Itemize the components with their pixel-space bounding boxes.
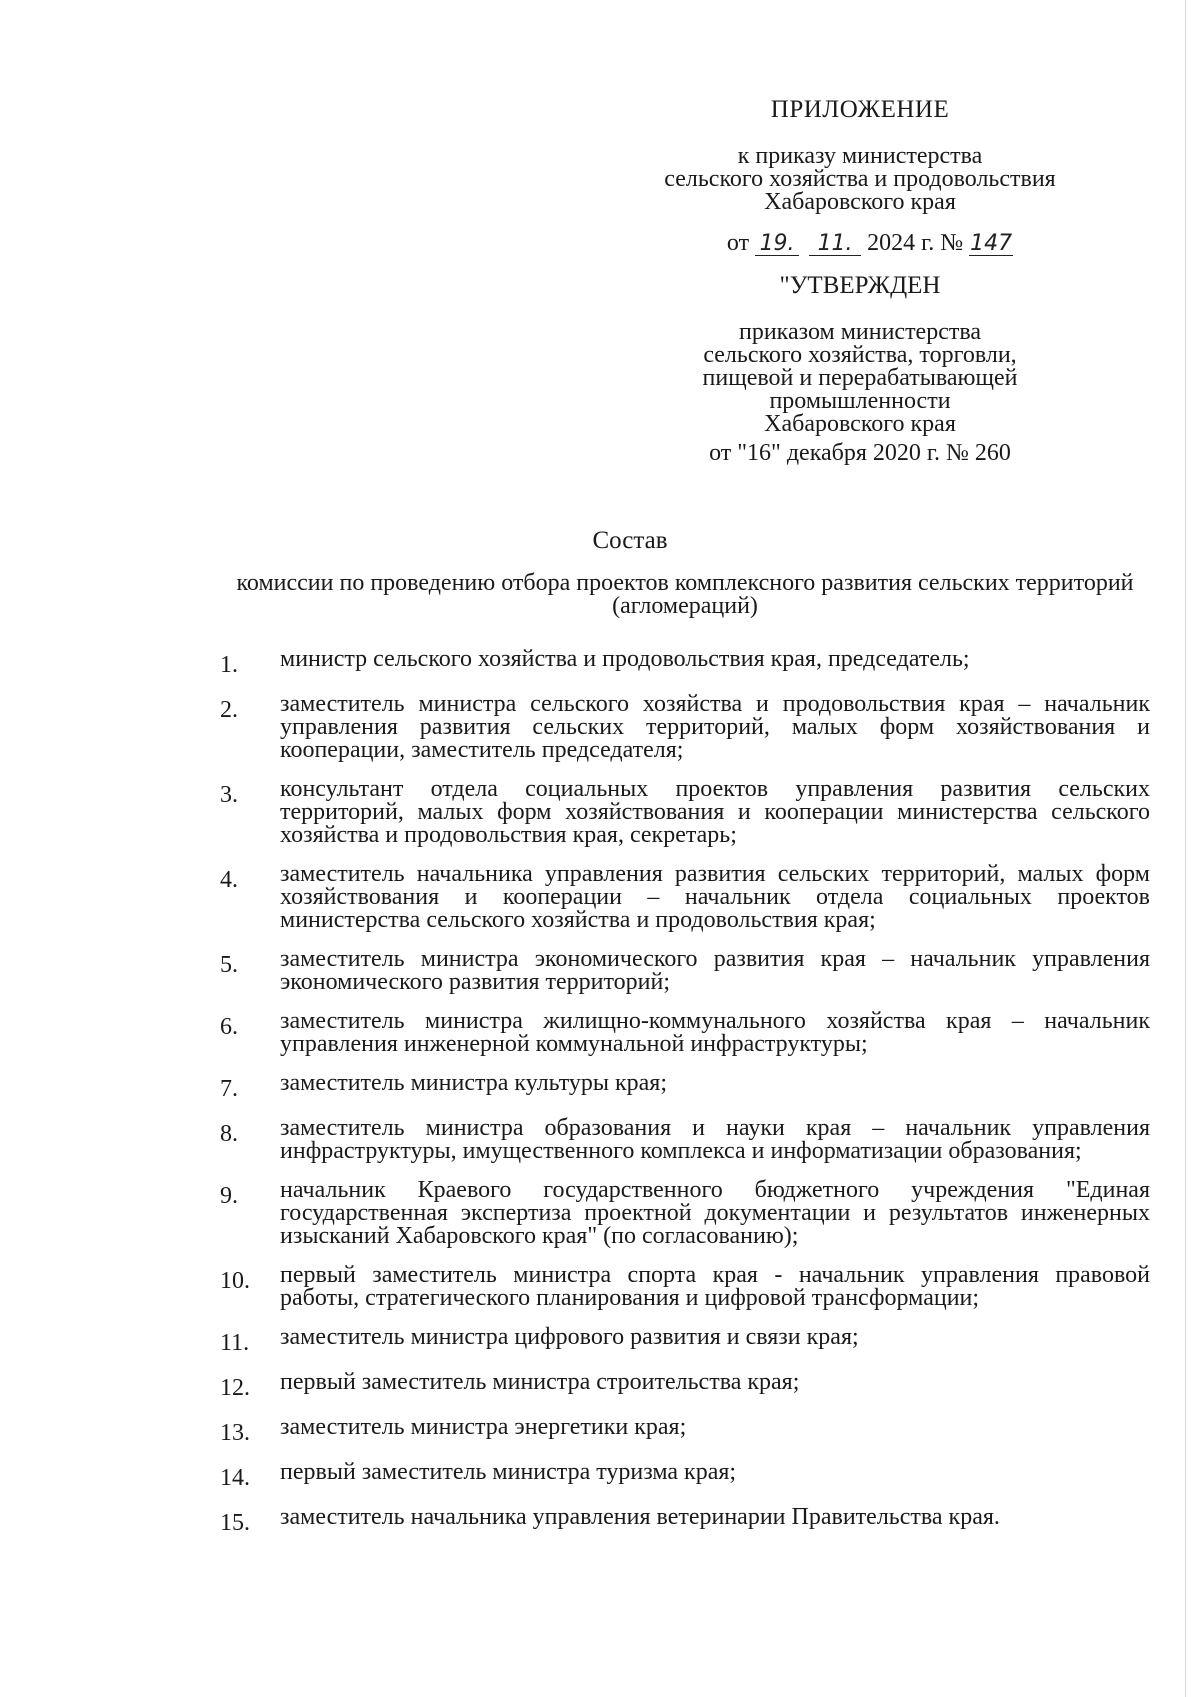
handwritten-day: 19. — [755, 233, 799, 256]
approved-title: "УТВЕРЖДЕН — [779, 272, 941, 299]
list-item — [220, 778, 1150, 847]
item-number: 10. — [220, 1268, 250, 1294]
approved-line: пищевой и перерабатывающей — [702, 365, 1018, 391]
item-text: заместитель министра экономического развития края – начальник управления экономического развития территорий; — [280, 946, 1150, 995]
order-line: к приказу министерства — [737, 143, 983, 169]
item-number: 5. — [220, 952, 238, 978]
approved-line: Хабаровского края — [764, 411, 956, 437]
item-text: первый заместитель министра спорта края - начальник управления правовой работы, стратегического планирования и цифровой трансформации; — [280, 1262, 1150, 1311]
item-text: заместитель министра жилищно-коммунального хозяйства края – начальник управления инженерной коммунальной инфраструктуры; — [280, 1008, 1150, 1057]
order-line: Хабаровского края — [764, 189, 956, 215]
order-ref-prefix: от — [726, 230, 750, 256]
commission-title: комиссии по проведению отбора проектов комплексного развития сельских территорий (агломераций) — [236, 570, 1134, 619]
item-number: 3. — [220, 782, 238, 808]
item-text: министр сельского хозяйства и продовольствия края, председатель; — [280, 646, 970, 672]
list-item — [220, 1264, 1150, 1310]
members-list — [220, 648, 1150, 1551]
item-number: 9. — [220, 1183, 238, 1209]
page-edge — [1185, 0, 1186, 1697]
list-item — [220, 1461, 1150, 1490]
order-line: сельского хозяйства и продовольствия — [664, 166, 1056, 192]
item-text: заместитель министра сельского хозяйства и продовольствия края – начальник управления развития сельских территорий, малых форм хозяйствования и кооперации, заместитель председателя; — [280, 691, 1150, 763]
item-number: 7. — [220, 1076, 238, 1102]
list-item — [220, 1010, 1150, 1056]
item-text: заместитель министра энергетики края; — [280, 1414, 687, 1440]
item-number: 15. — [220, 1510, 250, 1536]
item-number: 8. — [220, 1121, 238, 1147]
list-item — [220, 1179, 1150, 1248]
order-ref-year: 2024 г. № — [867, 230, 964, 256]
approved-line: промышленности — [769, 388, 951, 414]
approved-date: от "16" декабря 2020 г. № 260 — [709, 440, 1011, 466]
item-number: 11. — [220, 1330, 250, 1356]
handwritten-number: 147 — [970, 231, 1013, 256]
item-text: заместитель министра культуры края; — [280, 1070, 668, 1096]
list-item — [220, 1117, 1150, 1163]
list-item — [220, 1326, 1150, 1355]
list-item — [220, 1506, 1150, 1535]
item-number: 12. — [220, 1375, 250, 1401]
list-item — [220, 693, 1150, 762]
item-text: начальник Краевого государственного бюджетного учреждения "Единая государственная экспертиза проектной документации и результатов инженерных изысканий Хабаровского края" (по согласованию); — [280, 1177, 1150, 1249]
item-number: 13. — [220, 1420, 250, 1446]
item-number: 2. — [220, 697, 238, 723]
appendix-header — [560, 98, 1160, 465]
item-number: 4. — [220, 867, 238, 893]
item-text: первый заместитель министра строительства края; — [280, 1369, 800, 1395]
item-number: 1. — [220, 652, 238, 678]
item-text: заместитель начальника управления развития сельских территорий, малых форм хозяйствования и кооперации – начальник отдела социальных проектов министерства сельского хозяйства и продовольствия края; — [280, 861, 1150, 933]
approved-line: приказом министерства — [738, 319, 982, 345]
item-number: 14. — [220, 1465, 250, 1491]
list-item — [220, 863, 1150, 932]
item-text: заместитель начальника управления ветеринарии Правительства края. — [280, 1504, 1000, 1530]
list-item — [220, 1371, 1150, 1400]
item-number: 6. — [220, 1014, 238, 1040]
list-item — [220, 1416, 1150, 1445]
order-reference — [560, 232, 1160, 256]
composition-title: Состав — [592, 527, 668, 554]
approved-block — [560, 321, 1160, 465]
item-text: заместитель министра цифрового развития и связи края; — [280, 1324, 859, 1350]
handwritten-month: 11. — [809, 233, 861, 256]
approved-line: сельского хозяйства, торговли, — [703, 342, 1017, 368]
item-text: заместитель министра образования и науки края – начальник управления инфраструктуры, имущественного комплекса и информатизации образования; — [280, 1115, 1150, 1164]
appendix-title: ПРИЛОЖЕНИЕ — [770, 96, 950, 123]
item-text: первый заместитель министра туризма края; — [280, 1459, 737, 1485]
list-item — [220, 648, 1150, 677]
list-item — [220, 948, 1150, 994]
item-text: консультант отдела социальных проектов управления развития сельских территорий, малых форм хозяйствования и кооперации министерства сельского хозяйства и продовольствия края, секретарь; — [280, 776, 1150, 848]
list-item — [220, 1072, 1150, 1101]
